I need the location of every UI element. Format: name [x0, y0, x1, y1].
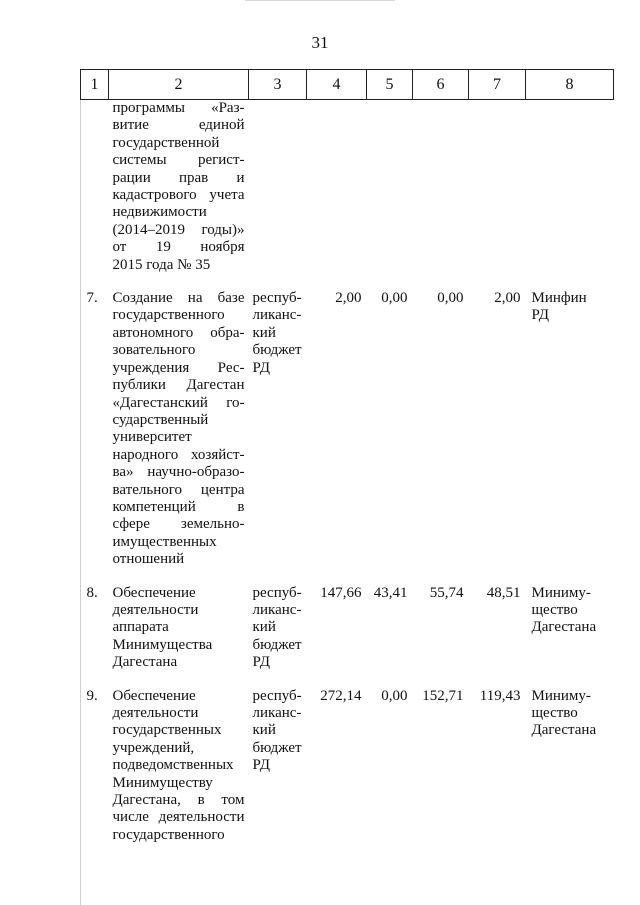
amount-col-4 [307, 100, 367, 291]
exec-line: Дагестана [531, 619, 597, 636]
funding-source [249, 100, 307, 291]
header-col-2: 2 [109, 70, 249, 100]
desc-line: Минимуществу [112, 774, 213, 791]
desc-line: Дагестана [112, 654, 178, 671]
header-col-4: 4 [307, 70, 367, 100]
desc-line: 2015 года № 35 [112, 256, 211, 273]
table-row [81, 585, 614, 688]
amount-col-6: 0,00 [437, 290, 464, 307]
desc-line: системы регист- [112, 152, 245, 169]
header-col-7: 7 [469, 70, 526, 100]
header-col-1: 1 [81, 70, 109, 100]
executor [526, 585, 614, 688]
desc-line: государственной [112, 134, 220, 151]
row-number: 8. [86, 584, 98, 601]
src-line: ликанс- [252, 601, 302, 618]
executor [526, 688, 614, 861]
desc-line: деятельности [112, 705, 199, 721]
desc-line: (2014–2019 годы)» [112, 221, 245, 238]
desc-line: Дагестана, в том [112, 792, 245, 809]
amount-col-6: 55,74 [429, 584, 464, 601]
amount-col-5: 0,00 [381, 290, 408, 307]
desc-line: государственных [112, 722, 222, 739]
amount-col-4: 272,14 [320, 687, 362, 704]
desc-line: учреждений, [112, 739, 195, 756]
header-col-5: 5 [367, 70, 413, 100]
src-line: респуб- [252, 687, 302, 704]
header-col-8: 8 [526, 70, 614, 100]
amount-col-7: 2,00 [494, 290, 521, 307]
header-col-3: 3 [249, 70, 307, 100]
amount-col-7: 119,43 [479, 687, 521, 704]
src-line: РД [252, 359, 270, 376]
desc-line: Обеспечение [112, 687, 196, 704]
row-description [109, 100, 249, 291]
desc-line: Минимущества [112, 636, 213, 653]
amount-col-7 [469, 100, 526, 291]
amount-col-5 [367, 100, 413, 291]
desc-line: вательного центра [112, 481, 245, 498]
src-line: кий [252, 619, 276, 636]
desc-line: кадастрового учета [112, 187, 245, 204]
desc-line: числе деятельности [112, 809, 245, 826]
header-col-6: 6 [413, 70, 469, 100]
src-line: бюджет [252, 739, 302, 756]
desc-line: сфере земельно- [112, 516, 245, 533]
desc-line: университет [112, 429, 192, 446]
exec-line: Миниму- [531, 687, 591, 704]
desc-line: недвижимости [112, 204, 207, 221]
header-row [81, 70, 614, 100]
amount-col-6 [413, 100, 469, 291]
exec-line: щество [531, 705, 578, 721]
desc-line: народного хозяйст- [112, 446, 245, 463]
desc-line: публики Дагестан [112, 377, 245, 394]
desc-line: ва» научно-образо- [112, 464, 245, 481]
amount-col-6: 152,71 [422, 687, 464, 704]
page-number: 31 [311, 33, 329, 52]
desc-line: рации прав и [112, 169, 245, 186]
src-line: ликанс- [252, 307, 302, 324]
desc-line: программы «Раз- [112, 100, 245, 116]
desc-line: аппарата [112, 619, 169, 636]
funding-source [249, 585, 307, 688]
row-number: 9. [86, 687, 98, 704]
amount-col-4: 2,00 [335, 290, 362, 307]
desc-line: учреждения Рес- [112, 359, 245, 376]
amount-col-5: 43,41 [373, 584, 408, 601]
table-row [81, 100, 614, 291]
src-line: РД [252, 757, 270, 774]
exec-line: щество [531, 601, 578, 618]
table-body [81, 100, 614, 861]
src-line: РД [252, 654, 270, 671]
row-description [109, 688, 249, 861]
desc-line: отношений [112, 551, 185, 568]
desc-line: витие единой [112, 117, 245, 134]
budget-table [80, 69, 614, 860]
row-number: 7. [86, 290, 98, 307]
src-line: бюджет [252, 342, 302, 359]
desc-line: автономного обра- [112, 324, 245, 341]
desc-line: компетенций в [112, 498, 245, 515]
row-description [109, 290, 249, 585]
amount-col-5: 0,00 [381, 687, 408, 704]
desc-line: подведомственных [112, 757, 234, 774]
desc-line: государственного [112, 307, 225, 324]
executor [526, 290, 614, 585]
exec-line: Дагестана [531, 722, 597, 739]
desc-line: государственного [112, 826, 225, 843]
desc-line: сударственный [112, 411, 209, 428]
src-line: респуб- [252, 290, 302, 307]
src-line: кий [252, 722, 276, 739]
executor [526, 100, 614, 291]
amount-col-4: 147,66 [320, 584, 362, 601]
funding-source [249, 688, 307, 861]
src-line: кий [252, 324, 276, 341]
desc-line: от 19 ноября [112, 239, 245, 256]
table-row [81, 688, 614, 861]
desc-line: деятельности [112, 601, 199, 618]
src-line: ликанс- [252, 705, 302, 721]
row-number [81, 100, 109, 291]
desc-line: имущественных [112, 533, 217, 550]
table-row [81, 290, 614, 585]
exec-line: Миниму- [531, 584, 591, 601]
src-line: бюджет [252, 636, 302, 653]
exec-line: Минфин [531, 290, 587, 307]
amount-col-7: 48,51 [486, 584, 521, 601]
src-line: респуб- [252, 584, 302, 601]
row-description [109, 585, 249, 688]
desc-line: зовательного [112, 342, 196, 359]
desc-line: Создание на базе [112, 290, 245, 307]
desc-line: Обеспечение [112, 584, 196, 601]
scan-top-mark [245, 0, 395, 1]
exec-line: РД [531, 307, 549, 324]
funding-source [249, 290, 307, 585]
desc-line: «Дагестанский го- [112, 394, 245, 411]
